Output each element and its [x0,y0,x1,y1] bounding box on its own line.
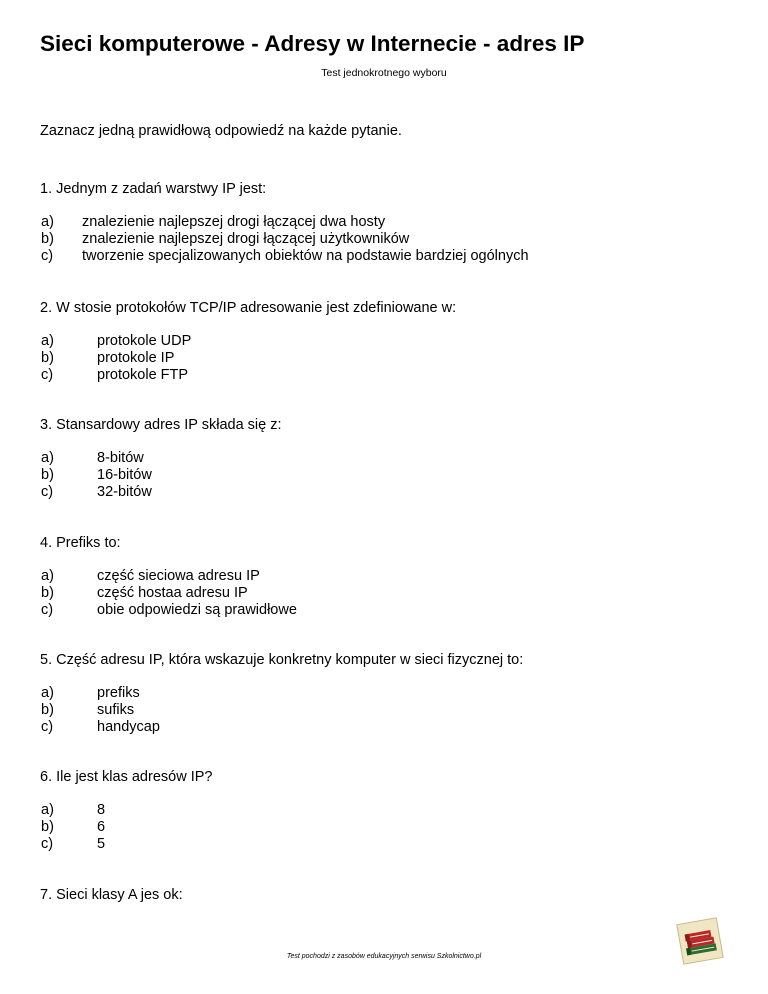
answer-text: 8-bitów [97,450,144,466]
answer-letter: c) [41,719,54,735]
answer-letter: a) [41,214,54,230]
answer-text: znalezienie najlepszej drogi łączącej dwa hosty [82,214,386,230]
answer-text: sufiks [97,702,135,718]
answer-letter: b) [41,231,54,247]
question-text: 3. Stansardowy adres IP składa się z: [40,417,282,433]
answer-c [40,248,529,265]
page-title: Sieci komputerowe - Adresy w Internecie - adres IP [40,31,585,56]
answer-text: część sieciowa adresu IP [97,568,260,584]
answer-letter: c) [41,602,54,618]
answer-a [40,802,212,819]
answer-text: 8 [97,802,106,818]
question-text: 2. W stosie protokołów TCP/IP adresowanie jest zdefiniowane w: [40,300,457,316]
answer-a [40,568,297,585]
answer-letter: a) [41,568,54,584]
answer-letter: a) [41,802,54,818]
answer-text: 32-bitów [97,484,152,500]
answer-text: tworzenie specjalizowanych obiektów na podstawie bardziej ogólnych [82,248,529,264]
answer-b [40,231,529,248]
question-2 [40,299,456,384]
answer-b [40,819,212,836]
question-5 [40,651,523,736]
answer-letter: c) [41,836,54,852]
question-text: 1. Jednym z zadań warstwy IP jest: [40,181,267,197]
answer-letter: b) [41,467,54,483]
answer-text: protokole UDP [97,333,192,349]
answer-letter: b) [41,819,54,835]
question-text: 7. Sieci klasy A jes ok: [40,887,183,903]
answer-text: protokole FTP [97,367,189,383]
footer-source: Test pochodzi z zasobów edukacyjnych serwisu Szkolnictwo.pl [286,953,482,960]
answer-text: 6 [97,819,106,835]
answer-text: handycap [97,719,160,735]
question-text: 4. Prefiks to: [40,535,121,551]
answer-letter: a) [41,450,54,466]
answer-c [40,484,282,501]
answer-letter: c) [41,367,54,383]
answer-b [40,467,282,484]
answer-letter: b) [41,350,54,366]
answer-text: część hostaa adresu IP [97,585,248,601]
answer-letter: c) [41,484,54,500]
answer-a [40,685,523,702]
question-1 [40,180,529,265]
answer-c [40,367,456,384]
answer-text: 16-bitów [97,467,152,483]
answer-c [40,719,523,736]
answer-text: protokole IP [97,350,175,366]
answer-b [40,585,297,602]
answer-b [40,702,523,719]
answer-letter: c) [41,248,54,264]
answer-c [40,836,212,853]
question-4 [40,534,297,619]
answer-text: obie odpowiedzi są prawidłowe [97,602,297,618]
answer-letter: a) [41,685,54,701]
page-subtitle: Test jednokrotnego wyboru [321,67,447,79]
answer-text: prefiks [97,685,140,701]
question-3 [40,416,282,501]
answer-a [40,214,529,231]
question-text: 6. Ile jest klas adresów IP? [40,769,213,785]
answer-c [40,602,297,619]
answer-letter: b) [41,585,54,601]
question-text: 5. Część adresu IP, która wskazuje konkretny komputer w sieci fizycznej to: [40,652,524,668]
instruction-text: Zaznacz jedną prawidłową odpowiedź na każde pytanie. [40,123,402,139]
books-logo-icon [675,916,725,966]
answer-a [40,450,282,467]
answer-text: 5 [97,836,106,852]
answer-a [40,333,456,350]
answer-b [40,350,456,367]
answer-text: znalezienie najlepszej drogi łączącej użytkowników [82,231,410,247]
answer-letter: b) [41,702,54,718]
question-6 [40,768,212,853]
answer-letter: a) [41,333,54,349]
question-7 [40,886,183,904]
